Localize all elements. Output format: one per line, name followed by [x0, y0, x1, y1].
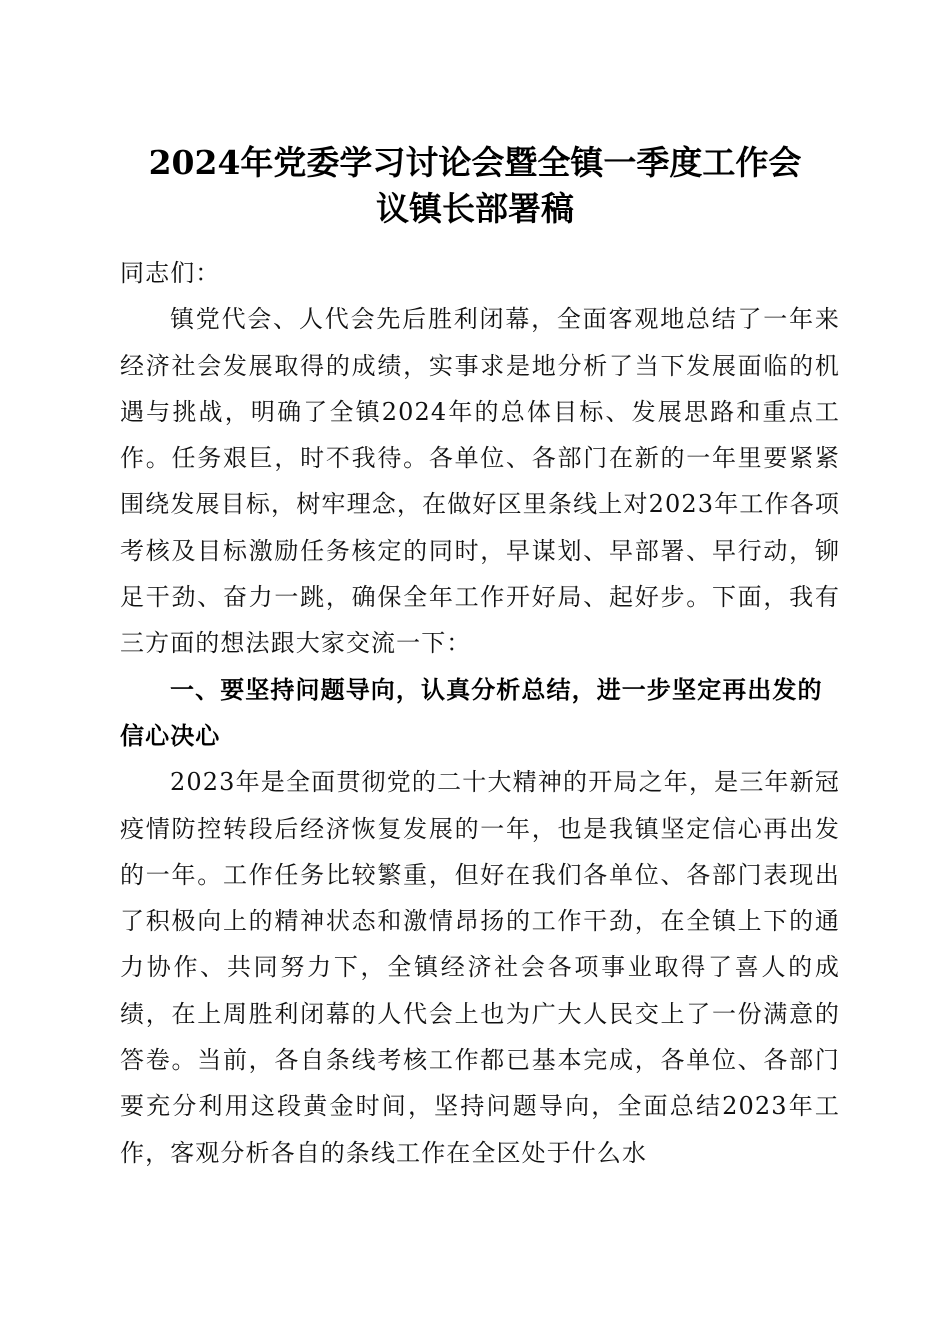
salutation: 同志们：: [120, 259, 221, 287]
document-title: [100, 140, 850, 232]
document-body: [120, 250, 840, 1176]
section-heading: 一、要坚持问题导向，认真分析总结，进一步坚定再出发的信心决心: [120, 675, 823, 750]
title-line-1: 2024年党委学习讨论会暨全镇一季度工作会: [148, 143, 802, 182]
section-paragraph: 2023年是全面贯彻党的二十大精神的开局之年，是三年新冠疫情防控转段后经济恢复发展的一年，也是我镇坚定信心再出发的一年。工作任务比较繁重，但好在我们各单位、各部门表现出了积极向上的精神状态和激情昂扬的工作干劲，在全镇上下的通力协作、共同努力下，全镇经济社会各项事业取得了喜人的成绩，在上周胜利闭幕的人代会上也为广大人民交上了一份满意的答卷。当前，各自条线考核工作都已基本完成，各单位、各部门要充分利用这段黄金时间，坚持问题导向，全面总结2023年工作，客观分析各自的条线工作在全区处于什么水: [120, 768, 840, 1167]
intro-paragraph: 镇党代会、人代会先后胜利闭幕，全面客观地总结了一年来经济社会发展取得的成绩，实事求是地分析了当下发展面临的机遇与挑战，明确了全镇2024年的总体目标、发展思路和重点工作。任务艰巨，时不我待。各单位、各部门在新的一年里要紧紧围绕发展目标，树牢理念，在做好区里条线上对2023年工作各项考核及目标激励任务核定的同时，早谋划、早部署、早行动，铆足干劲、奋力一跳，确保全年工作开好局、起好步。下面，我有三方面的想法跟大家交流一下：: [120, 305, 840, 658]
title-line-2: 议镇长部署稿: [376, 189, 574, 228]
